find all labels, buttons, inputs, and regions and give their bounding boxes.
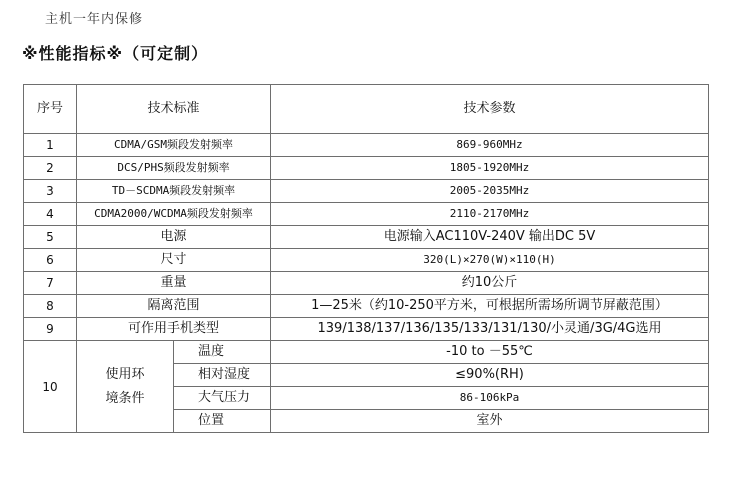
env-item-name: 相对湿度 bbox=[174, 364, 271, 387]
row-no: 2 bbox=[24, 157, 77, 180]
header-no: 序号 bbox=[24, 85, 77, 134]
row-standard: 重量 bbox=[77, 272, 271, 295]
row-param: 869-960MHz bbox=[271, 134, 709, 157]
row-param: 1805-1920MHz bbox=[271, 157, 709, 180]
env-item-value: -10 to －55℃ bbox=[271, 341, 709, 364]
row-param: 139/138/137/136/135/133/131/130/小灵通/3G/4G选用 bbox=[271, 318, 709, 341]
table-row bbox=[24, 203, 709, 226]
row-no: 5 bbox=[24, 226, 77, 249]
row-no: 6 bbox=[24, 249, 77, 272]
table-row-env bbox=[24, 341, 709, 364]
spec-table bbox=[23, 84, 709, 433]
row-standard: CDMA2000/WCDMA频段发射频率 bbox=[77, 203, 271, 226]
row-standard: 电源 bbox=[77, 226, 271, 249]
row-param: 320(L)×270(W)×110(H) bbox=[271, 249, 709, 272]
table-row bbox=[24, 272, 709, 295]
row-standard: 尺寸 bbox=[77, 249, 271, 272]
table-row bbox=[24, 157, 709, 180]
row-no: 4 bbox=[24, 203, 77, 226]
header-standard: 技术标准 bbox=[77, 85, 271, 134]
env-conditions-label bbox=[77, 341, 174, 433]
env-item-value: 86-106kPa bbox=[271, 387, 709, 410]
env-item-name: 位置 bbox=[174, 410, 271, 433]
warranty-note: 主机一年内保修 bbox=[45, 12, 144, 27]
row-standard: 隔离范围 bbox=[77, 295, 271, 318]
row-no: 9 bbox=[24, 318, 77, 341]
row-no: 3 bbox=[24, 180, 77, 203]
section-title: ※性能指标※（可定制） bbox=[22, 44, 209, 63]
table-row bbox=[24, 180, 709, 203]
env-row-no: 10 bbox=[24, 341, 77, 433]
header-param: 技术参数 bbox=[271, 85, 709, 134]
row-no: 1 bbox=[24, 134, 77, 157]
table-header-row bbox=[24, 85, 709, 134]
env-item-value: ≤90%(RH) bbox=[271, 364, 709, 387]
row-no: 8 bbox=[24, 295, 77, 318]
row-no: 7 bbox=[24, 272, 77, 295]
row-standard: 可作用手机类型 bbox=[77, 318, 271, 341]
table-row bbox=[24, 226, 709, 249]
row-standard: TD－SCDMA频段发射频率 bbox=[77, 180, 271, 203]
table-row bbox=[24, 295, 709, 318]
env-label-line2: 境条件 bbox=[105, 390, 145, 406]
table-row bbox=[24, 249, 709, 272]
row-param: 约10公斤 bbox=[271, 272, 709, 295]
env-item-name: 大气压力 bbox=[174, 387, 271, 410]
row-param: 2005-2035MHz bbox=[271, 180, 709, 203]
row-standard: DCS/PHS频段发射频率 bbox=[77, 157, 271, 180]
env-item-value: 室外 bbox=[271, 410, 709, 433]
row-standard: CDMA/GSM频段发射频率 bbox=[77, 134, 271, 157]
env-item-name: 温度 bbox=[174, 341, 271, 364]
table-row bbox=[24, 318, 709, 341]
row-param: 2110-2170MHz bbox=[271, 203, 709, 226]
table-row bbox=[24, 134, 709, 157]
row-param: 1—25米（约10-250平方米，可根据所需场所调节屏蔽范围） bbox=[271, 295, 709, 318]
row-param: 电源输入AC110V-240V 输出DC 5V bbox=[271, 226, 709, 249]
env-label-line1: 使用环 bbox=[105, 366, 145, 382]
